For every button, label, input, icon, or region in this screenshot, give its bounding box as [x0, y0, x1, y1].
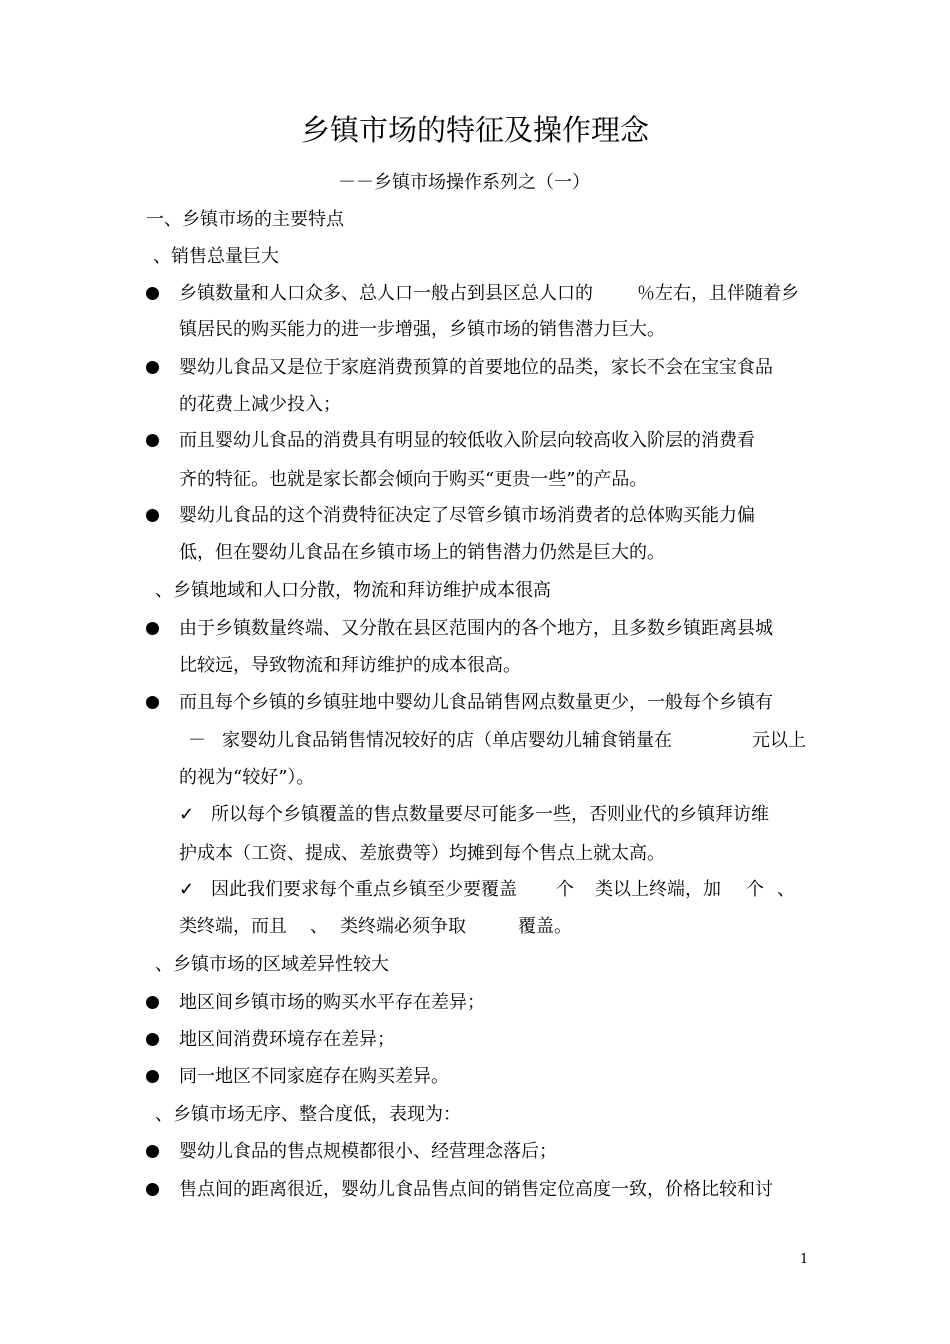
paragraph-line: 地区间消费环境存在差异；: [179, 1029, 395, 1050]
check-icon: ✓: [179, 804, 195, 825]
paragraph-line: 覆盖。: [518, 916, 572, 937]
page-number: 1: [800, 1252, 809, 1267]
paragraph-line: 而且婴幼儿食品的消费具有明显的较低收入阶层向较高收入阶层的消费看: [179, 430, 755, 451]
bullet-icon: [146, 1033, 159, 1046]
paragraph-line: 元以上: [752, 730, 806, 751]
paragraph-line: 镇居民的购买能力的进一步增强，乡镇市场的销售潜力巨大。: [179, 319, 665, 340]
paragraph-line: －: [188, 730, 206, 751]
paragraph-line: 类以上终端，加: [595, 879, 721, 900]
bullet-icon: [146, 509, 159, 522]
bullet-icon: [146, 1183, 159, 1196]
bullet-icon: [146, 622, 159, 635]
paragraph-line: 地区间乡镇市场的购买水平存在差异；: [179, 992, 485, 1013]
paragraph-line: ％左右，且伴随着乡: [637, 283, 799, 304]
paragraph-line: 婴幼儿食品的这个消费特征决定了尽管乡镇市场消费者的总体购买能力偏: [179, 505, 755, 526]
section-heading: 一、乡镇市场的主要特点: [146, 209, 344, 230]
paragraph-line: 因此我们要求每个重点乡镇至少要覆盖: [211, 879, 517, 900]
subsection-heading: 、销售总量巨大: [153, 246, 279, 267]
paragraph-line: 、: [777, 879, 795, 900]
paragraph-line: 、: [310, 916, 328, 937]
paragraph-line: 同一地区不同家庭存在购买差异。: [179, 1066, 449, 1087]
bullet-icon: [146, 1145, 159, 1158]
paragraph-line: 家婴幼儿食品销售情况较好的店（单店婴幼儿辅食销量在: [222, 730, 672, 751]
subsection-heading: 、乡镇市场无序、整合度低，表现为：: [155, 1104, 461, 1125]
paragraph-line: 的视为“较好”）。: [179, 767, 315, 788]
bullet-icon: [146, 287, 159, 300]
subsection-heading: 、乡镇市场的区域差异性较大: [155, 954, 389, 975]
paragraph-line: 而且每个乡镇的乡镇驻地中婴幼儿食品销售网点数量更少，一般每个乡镇有: [179, 692, 773, 713]
paragraph-line: 护成本（工资、提成、差旅费等）均摊到每个售点上就太高。: [179, 843, 665, 864]
paragraph-line: 婴幼儿食品的售点规模都很小、经营理念落后；: [179, 1141, 557, 1162]
bullet-icon: [146, 434, 159, 447]
bullet-icon: [146, 361, 159, 374]
document-title: 乡镇市场的特征及操作理念: [300, 113, 649, 147]
check-icon: ✓: [179, 879, 195, 900]
paragraph-line: 售点间的距离很近，婴幼儿食品售点间的销售定位高度一致，价格比较和讨: [179, 1179, 773, 1200]
paragraph-line: 比较远，导致物流和拜访维护的成本很高。: [179, 655, 521, 676]
paragraph-line: 低，但在婴幼儿食品在乡镇市场上的销售潜力仍然是巨大的。: [179, 542, 665, 563]
paragraph-line: 的花费上减少投入；: [179, 394, 341, 415]
paragraph-line: 个: [556, 879, 574, 900]
paragraph-line: 乡镇数量和人口众多、总人口一般占到县区总人口的: [179, 283, 593, 304]
paragraph-line: 由于乡镇数量终端、又分散在县区范围内的各个地方，且多数乡镇距离县城: [179, 618, 773, 639]
paragraph-line: 齐的特征。也就是家长都会倾向于购买“更贵一些”的产品。: [179, 469, 648, 490]
paragraph-line: 个: [746, 879, 764, 900]
paragraph-line: 类终端必须争取: [340, 916, 466, 937]
bullet-icon: [146, 696, 159, 709]
paragraph-line: 类终端，而且: [179, 916, 287, 937]
paragraph-line: 婴幼儿食品又是位于家庭消费预算的首要地位的品类，家长不会在宝宝食品: [179, 357, 773, 378]
paragraph-line: 所以每个乡镇覆盖的售点数量要尽可能多一些，否则业代的乡镇拜访维: [211, 804, 769, 825]
subsection-heading: 、乡镇地域和人口分散，物流和拜访维护成本很高: [155, 580, 551, 601]
document-subtitle: －－乡镇市场操作系列之（一）: [338, 172, 590, 193]
bullet-icon: [146, 996, 159, 1009]
bullet-icon: [146, 1070, 159, 1083]
